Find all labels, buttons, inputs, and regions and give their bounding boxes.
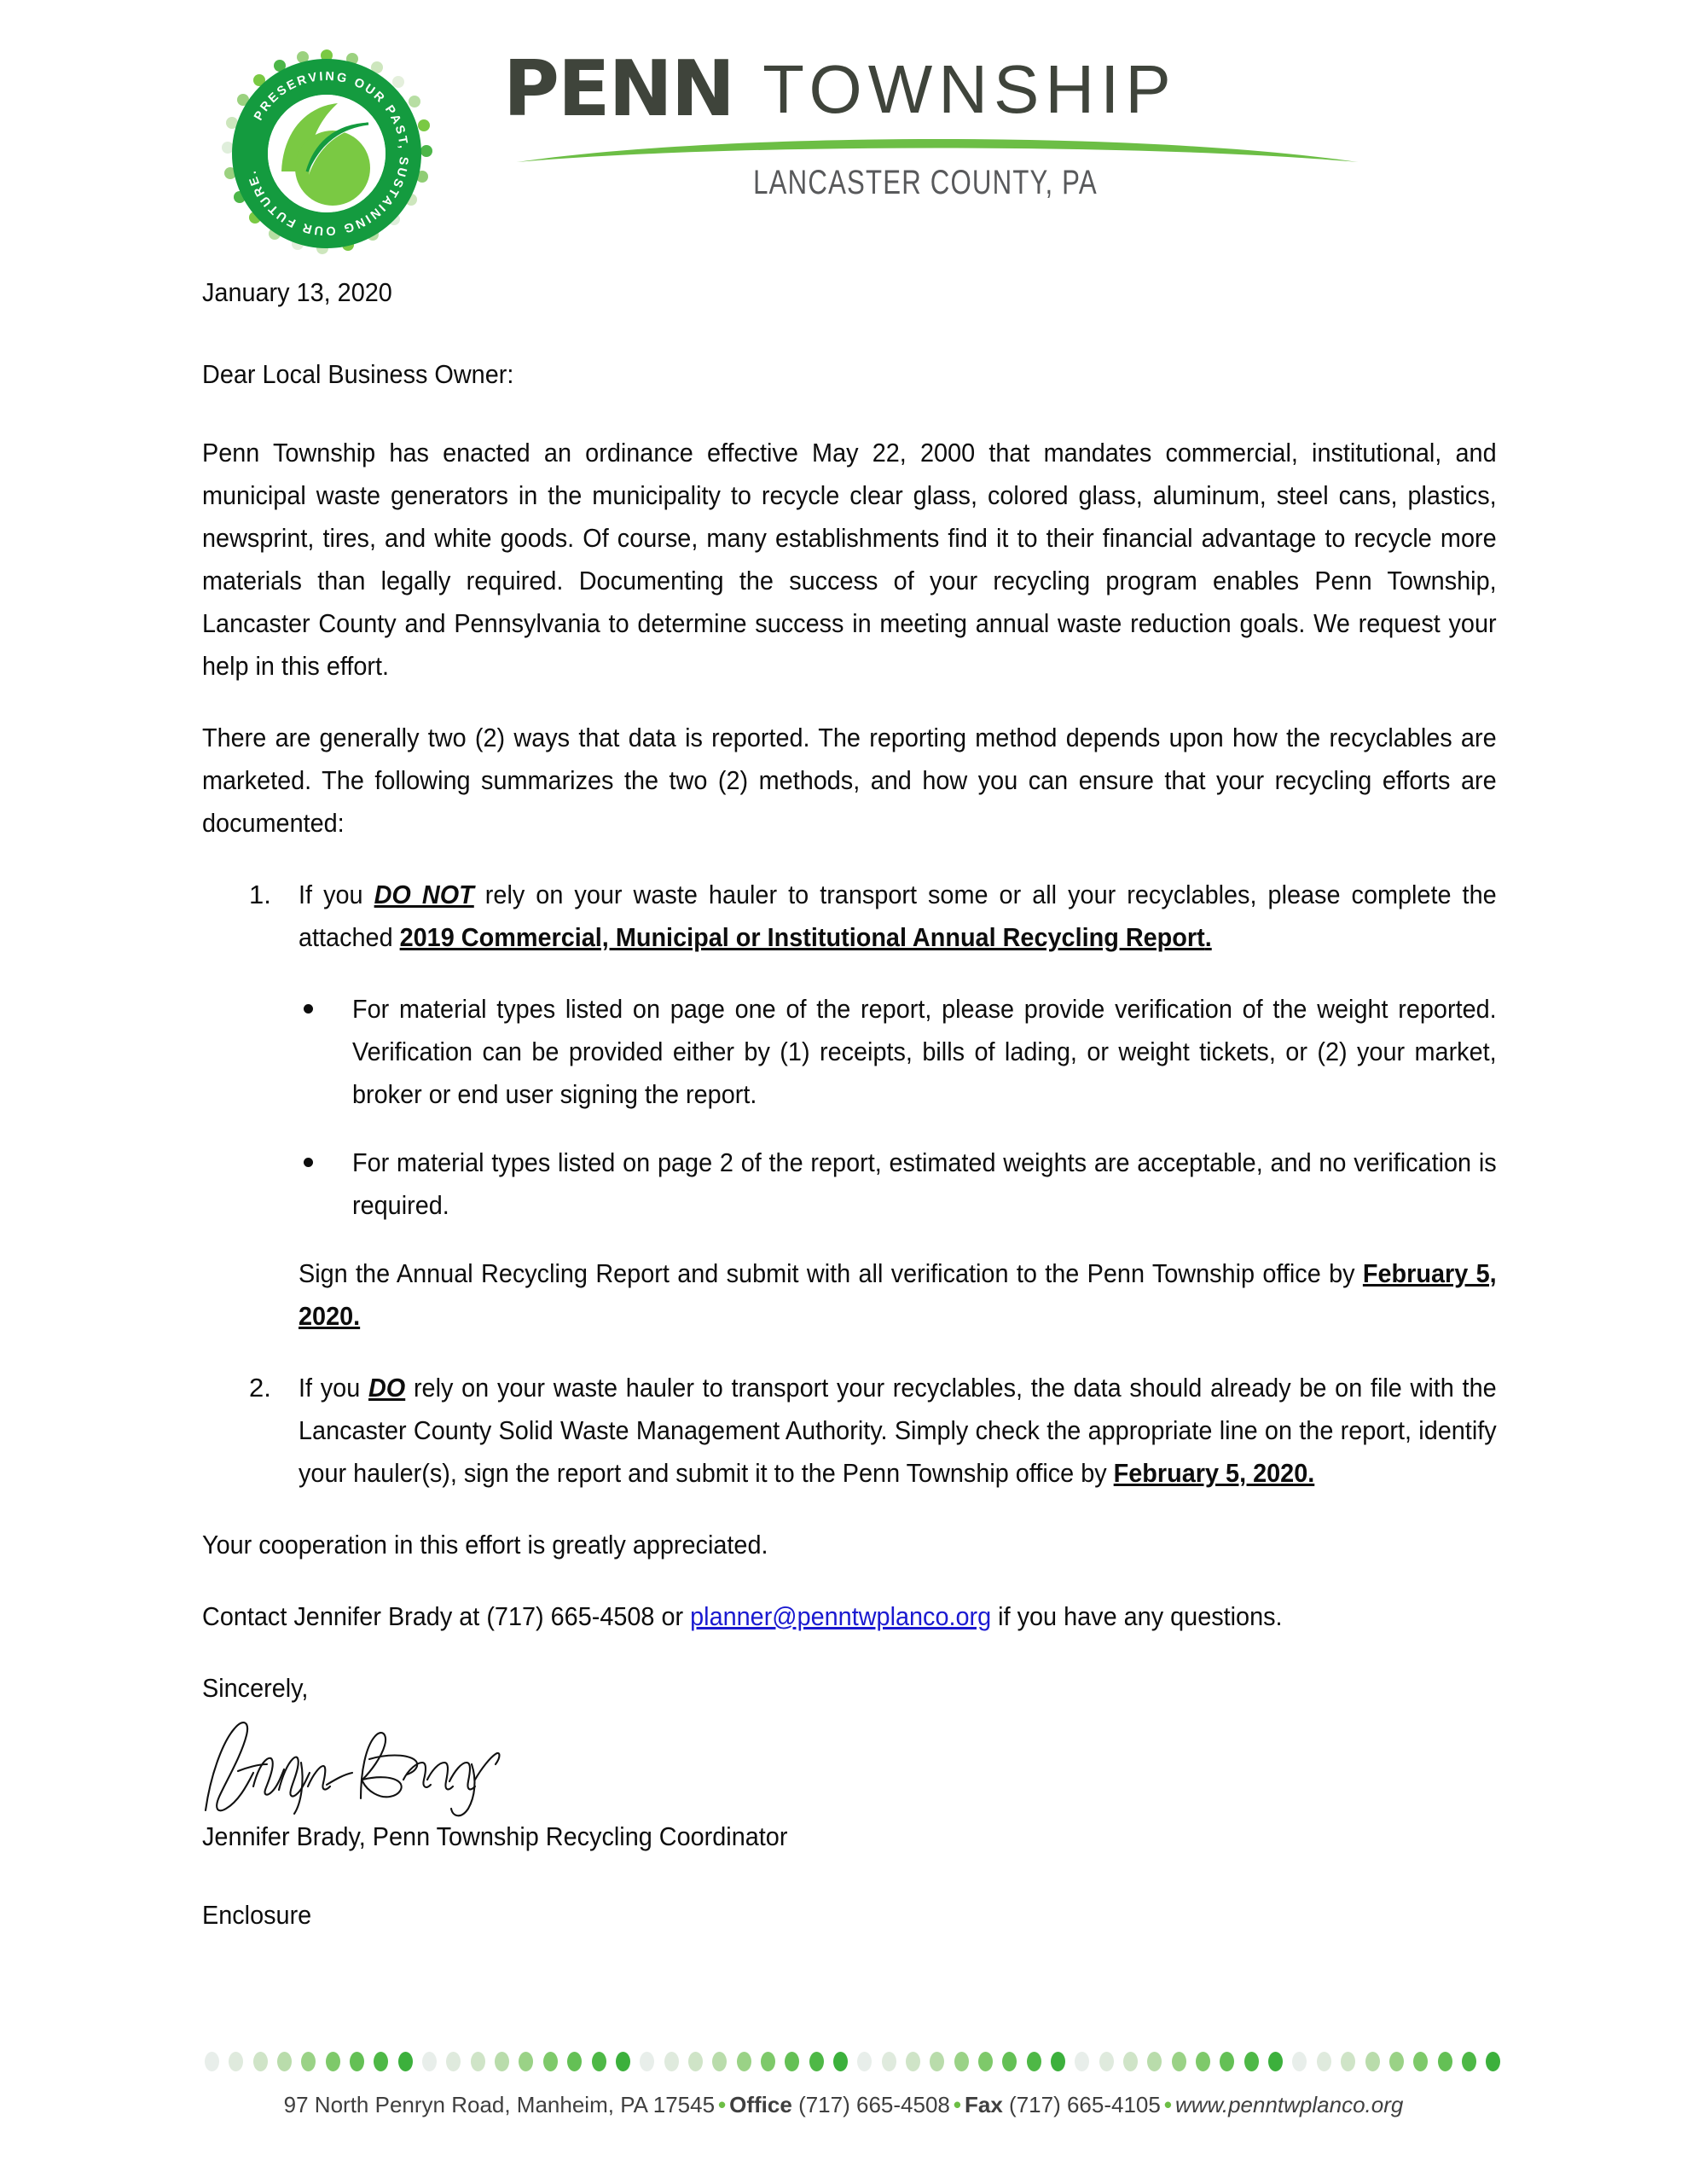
footer-dot xyxy=(1220,2052,1234,2071)
footer-dot xyxy=(1123,2052,1138,2071)
footer-fax-phone: (717) 665-4105 xyxy=(1009,2092,1161,2117)
footer-dot xyxy=(1462,2052,1476,2071)
footer-dot xyxy=(253,2052,268,2071)
footer-dot xyxy=(350,2052,364,2071)
footer-dot xyxy=(930,2052,944,2071)
method-2-text-before: If you xyxy=(299,1373,368,1403)
footer-address-line xyxy=(0,2092,1687,2118)
footer-dot xyxy=(664,2052,679,2071)
sign-note-text: Sign the Annual Recycling Report and submit with all verification to the Penn Township office by xyxy=(299,1258,1363,1288)
footer-dot xyxy=(1147,2052,1162,2071)
footer-dot xyxy=(640,2052,654,2071)
svg-text:PRESERVING OUR PAST, SUSTAININ: PRESERVING OUR PAST, SUSTAINING OUR FUTURE. xyxy=(245,69,411,238)
sign-note-deadline: February 5, 2020. xyxy=(299,1258,1497,1331)
wordmark-township: TOWNSHIP xyxy=(762,51,1177,127)
wordmark-penn: PENN xyxy=(503,44,734,134)
page-footer xyxy=(0,2013,1687,2184)
reporting-methods-list xyxy=(202,874,1497,1495)
signer-name: Jennifer Brady, Penn Township Recycling Coordinator xyxy=(202,1821,788,1851)
footer-dot xyxy=(1002,2052,1017,2071)
footer-dot xyxy=(567,2052,582,2071)
list-marker-1: 1. xyxy=(249,880,271,909)
footer-office-phone: (717) 665-4508 xyxy=(798,2092,950,2117)
letter-body xyxy=(202,271,1497,1966)
footer-dot xyxy=(301,2052,316,2071)
footer-dot xyxy=(446,2052,461,2071)
footer-dot xyxy=(519,2052,533,2071)
bullet-dot-icon xyxy=(304,1004,313,1014)
footer-dot xyxy=(906,2052,920,2071)
letter-paragraph-1: Penn Township has enacted an ordinance effective May 22, 2000 that mandates commercial, institutional, and municipal waste generators in the municipality to recycle clear glass, colored glass, aluminum, steel cans, plastics, newsprint, tires, and white goods. Of course, many establishments find it to their financial advantage to recycle more materials than legally required. Documenting the success of your recycling program enables Penn Township, Lancaster County and Pennsylvania to determine success in meeting annual waste reduction goals. We request your help in this effort. xyxy=(202,438,1497,681)
footer-dot xyxy=(205,2052,219,2071)
footer-dot xyxy=(1244,2052,1259,2071)
letter-salutation: Dear Local Business Owner: xyxy=(202,359,514,389)
method-2-text-middle: rely on your waste hauler to transport your recyclables, the data should already be on file with the Lancaster County Solid Waste Management Authority. Simply check the appropriate line on the report, identify your hauler(s), sign the report and submit it to the Penn Township office by xyxy=(299,1373,1497,1488)
wordmark-title xyxy=(503,43,1382,136)
footer-office-label: Office xyxy=(729,2092,792,2117)
method-2-deadline: February 5, 2020. xyxy=(1113,1458,1315,1488)
contact-line xyxy=(202,1595,1497,1638)
bullet-dot-icon xyxy=(304,1158,313,1167)
footer-dot xyxy=(592,2052,606,2071)
footer-dot xyxy=(712,2052,727,2071)
footer-dot xyxy=(1099,2052,1114,2071)
wordmark xyxy=(503,34,1382,230)
footer-dot xyxy=(785,2052,799,2071)
footer-dot xyxy=(1172,2052,1186,2071)
method-1-text xyxy=(299,874,1497,959)
footer-dot xyxy=(1341,2052,1355,2071)
green-swoosh-icon xyxy=(515,126,1359,167)
footer-dot xyxy=(495,2052,509,2071)
footer-dot xyxy=(833,2052,848,2071)
method-1-text-before: If you xyxy=(299,880,374,909)
footer-dot xyxy=(761,2052,775,2071)
footer-dot xyxy=(277,2052,292,2071)
footer-dot xyxy=(1438,2052,1452,2071)
footer-dot xyxy=(688,2052,703,2071)
footer-dot xyxy=(1196,2052,1210,2071)
list-item-bullet xyxy=(299,988,1497,1116)
method-2-emphasis: DO xyxy=(368,1373,406,1403)
footer-dot xyxy=(1292,2052,1307,2071)
footer-dot xyxy=(543,2052,558,2071)
footer-fax-label: Fax xyxy=(964,2092,1003,2117)
list-item-bullet xyxy=(299,1141,1497,1227)
footer-dot-divider xyxy=(205,2049,1501,2073)
cooperation-line: Your cooperation in this effort is greatly appreciated. xyxy=(202,1530,768,1560)
method-1-emphasis: DO NOT xyxy=(374,880,474,909)
footer-dot xyxy=(737,2052,751,2071)
footer-dot xyxy=(978,2052,993,2071)
annual-recycling-report-title: 2019 Commercial, Municipal or Institutional Annual Recycling Report xyxy=(399,922,1205,952)
method-1-text-middle: rely on your waste hauler to transport some or all your recyclables, please complete the attached xyxy=(299,880,1497,952)
letterhead xyxy=(0,0,1687,256)
method-2-text xyxy=(299,1367,1497,1495)
contact-text-after: if you have any questions. xyxy=(991,1601,1283,1631)
footer-dot xyxy=(1268,2052,1283,2071)
footer-dot xyxy=(471,2052,485,2071)
footer-dot xyxy=(616,2052,630,2071)
footer-website: www.penntwplanco.org xyxy=(1174,2092,1404,2117)
method-1-bullets xyxy=(299,988,1497,1227)
contact-text-before: Contact Jennifer Brady at (717) 665-4508 or xyxy=(202,1601,691,1631)
letterhead-subtitle: LANCASTER COUNTY, PA xyxy=(753,164,1098,201)
footer-dot xyxy=(809,2052,824,2071)
bullet-text: For material types listed on page 2 of the report, estimated weights are acceptable, and no verification is required. xyxy=(352,1147,1497,1220)
footer-dot xyxy=(374,2052,388,2071)
footer-dot xyxy=(1389,2052,1404,2071)
contact-email-link[interactable]: planner@penntwplanco.org xyxy=(690,1601,992,1631)
footer-dot xyxy=(1486,2052,1500,2071)
footer-dot xyxy=(1027,2052,1041,2071)
list-item-method-2 xyxy=(202,1367,1497,1495)
footer-dot xyxy=(1317,2052,1331,2071)
footer-dot xyxy=(954,2052,969,2071)
penn-township-seal-logo xyxy=(220,47,433,260)
footer-address: 97 North Penryn Road, Manheim, PA 17545 xyxy=(283,2092,716,2117)
footer-separator-icon: • xyxy=(953,2092,961,2117)
footer-dot xyxy=(229,2052,243,2071)
enclosure-line: Enclosure xyxy=(202,1900,312,1930)
signature-image xyxy=(202,1715,1497,1815)
footer-dot xyxy=(882,2052,896,2071)
letter-paragraph-2: There are generally two (2) ways that data is reported. The reporting method depends upon how the recyclables are marketed. The following summarizes the two (2) methods, and how you can ensure that your recycling efforts are documented: xyxy=(202,723,1497,838)
list-item-method-1 xyxy=(202,874,1497,1338)
method-1-sign-note xyxy=(299,1252,1497,1338)
footer-dot xyxy=(1051,2052,1065,2071)
method-1-text-after: . xyxy=(1204,922,1212,952)
bullet-text: For material types listed on page one of the report, please provide verification of the weight reported. Verification can be provided either by (1) receipts, bills of lading, or weight tickets, or (2) your market, broker or end user signing the report. xyxy=(352,994,1497,1109)
list-marker-2: 2. xyxy=(249,1373,271,1403)
footer-separator-icon: • xyxy=(1163,2092,1172,2117)
footer-dot xyxy=(326,2052,340,2071)
footer-dot xyxy=(398,2052,413,2071)
footer-dot xyxy=(1413,2052,1428,2071)
footer-dot xyxy=(1365,2052,1380,2071)
footer-separator-icon: • xyxy=(718,2092,727,2117)
footer-dot xyxy=(857,2052,872,2071)
letter-closing: Sincerely, xyxy=(202,1673,309,1703)
letter-date: January 13, 2020 xyxy=(202,277,392,307)
footer-dot xyxy=(422,2052,437,2071)
footer-dot xyxy=(1075,2052,1089,2071)
